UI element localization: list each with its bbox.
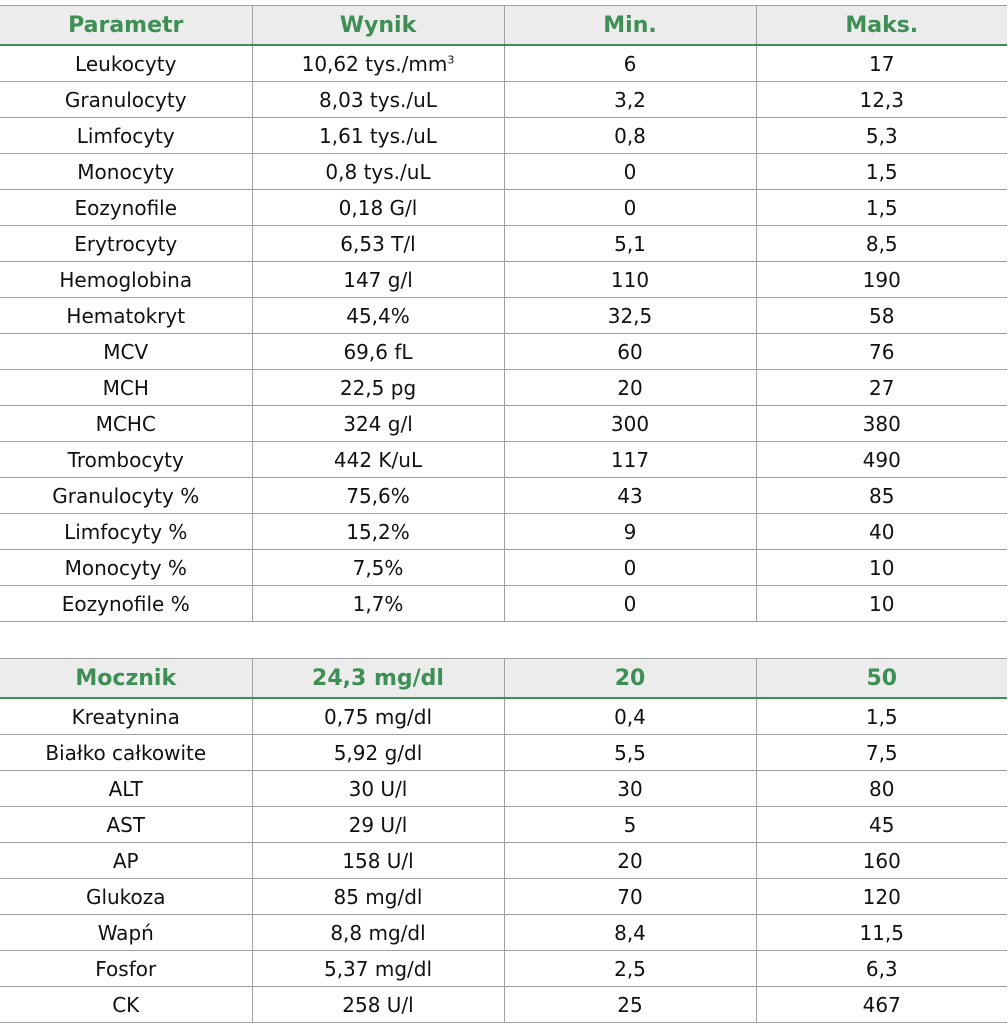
cell-result-text: 0,75 mg/dl — [323, 704, 433, 729]
cell-min-text: 32,5 — [607, 303, 653, 328]
cell-min — [504, 262, 756, 298]
cell-result-text: 1,61 tys./uL — [319, 123, 437, 148]
cell-result — [252, 370, 504, 406]
cell-min-text: 43 — [617, 483, 643, 508]
table-row — [0, 442, 1007, 478]
cell-min — [504, 226, 756, 262]
cell-result — [252, 807, 504, 843]
table-row — [0, 154, 1007, 190]
cell-min — [504, 82, 756, 118]
cell-min-text: 70 — [617, 884, 643, 909]
table-row — [0, 370, 1007, 406]
cell-parameter — [0, 514, 252, 550]
cell-parameter-text: Monocyty — [77, 159, 175, 184]
cell-parameter-text: AST — [106, 812, 146, 837]
cell-parameter — [0, 807, 252, 843]
cell-max — [756, 154, 1007, 190]
cell-result-text: 5,37 mg/dl — [323, 956, 433, 981]
cell-max — [756, 118, 1007, 154]
cell-parameter-text: Kreatynina — [71, 704, 180, 729]
cell-result-text: 324 g/l — [343, 411, 413, 436]
cell-parameter — [0, 45, 252, 82]
cell-parameter-text: MCHC — [95, 411, 156, 436]
cell-result-text: 5,92 g/dl — [333, 740, 423, 765]
cell-parameter-text: Leukocyty — [75, 51, 177, 76]
cell-result — [252, 771, 504, 807]
table-row — [0, 698, 1007, 735]
cell-min — [504, 586, 756, 622]
cell-result — [252, 698, 504, 735]
cell-parameter-text: Granulocyty — [64, 87, 187, 112]
table-row — [0, 771, 1007, 807]
cell-result — [252, 226, 504, 262]
unit-superscript: 3 — [447, 52, 455, 66]
cell-parameter-text: Fosfor — [95, 956, 157, 981]
cell-min-text: 110 — [610, 267, 650, 292]
cell-max-text: 27 — [869, 375, 895, 400]
cell-min — [504, 406, 756, 442]
cell-min-text: 30 — [617, 776, 643, 801]
cell-parameter-text: AP — [112, 848, 139, 873]
biochemistry-table — [0, 658, 1007, 1023]
cell-max — [756, 442, 1007, 478]
cell-min-text: 117 — [610, 447, 650, 472]
header-cell-urea-min: 20 — [504, 659, 756, 699]
table-header-row — [0, 659, 1007, 699]
cell-min-text: 5,1 — [614, 231, 646, 256]
table-row — [0, 550, 1007, 586]
cell-min-text: 5 — [623, 812, 637, 837]
cell-max-text: 120 — [862, 884, 901, 909]
cell-result-text: 10,62 tys./mm — [301, 51, 448, 76]
cell-max — [756, 262, 1007, 298]
column-header-parameter: Parametr — [0, 6, 252, 46]
table-row — [0, 915, 1007, 951]
cell-result-text: 69,6 fL — [343, 339, 413, 364]
cell-max — [756, 550, 1007, 586]
cell-min — [504, 550, 756, 586]
cell-max — [756, 406, 1007, 442]
cell-result — [252, 406, 504, 442]
cell-max — [756, 514, 1007, 550]
cell-result — [252, 987, 504, 1023]
cell-max — [756, 45, 1007, 82]
cell-max-text: 380 — [862, 411, 901, 436]
cell-parameter-text: Erytrocyty — [74, 231, 178, 256]
cell-max-text: 12,3 — [859, 87, 905, 112]
cell-min-text: 20 — [617, 375, 643, 400]
cell-parameter-text: Monocyty % — [64, 555, 187, 580]
table-row — [0, 735, 1007, 771]
cell-min — [504, 370, 756, 406]
cell-result — [252, 262, 504, 298]
cell-result-text: 0,18 G/l — [338, 195, 418, 220]
cell-max — [756, 190, 1007, 226]
cell-result — [252, 334, 504, 370]
cell-parameter-text: Hematokryt — [66, 303, 186, 328]
cell-min-text: 5,5 — [614, 740, 646, 765]
cell-result-text: 147 g/l — [343, 267, 413, 292]
table-row — [0, 586, 1007, 622]
cell-parameter-text: Białko całkowite — [45, 740, 207, 765]
cell-max-text: 1,5 — [865, 159, 898, 184]
cell-result-text: 0,8 tys./uL — [325, 159, 431, 184]
cell-max-text: 5,3 — [865, 123, 898, 148]
cell-max — [756, 915, 1007, 951]
cell-min — [504, 843, 756, 879]
cell-max-text: 467 — [862, 992, 901, 1017]
cell-min-text: 0 — [623, 159, 637, 184]
cell-max — [756, 843, 1007, 879]
cell-result — [252, 82, 504, 118]
cell-min — [504, 478, 756, 514]
cell-parameter-text: Eozynofile — [74, 195, 178, 220]
cell-max-text: 10 — [869, 555, 895, 580]
cell-parameter-text: Wapń — [97, 920, 154, 945]
cell-result — [252, 298, 504, 334]
cell-min-text: 2,5 — [614, 956, 646, 981]
cell-max — [756, 771, 1007, 807]
cell-max — [756, 735, 1007, 771]
cell-parameter — [0, 190, 252, 226]
cell-max-text: 17 — [869, 51, 895, 76]
cell-min-text: 60 — [617, 339, 643, 364]
cell-result-text: 30 U/l — [348, 776, 408, 801]
cell-max-text: 7,5 — [865, 740, 898, 765]
cell-min — [504, 154, 756, 190]
cell-result — [252, 843, 504, 879]
table-row — [0, 406, 1007, 442]
cell-min — [504, 951, 756, 987]
cell-result-text: 29 U/l — [348, 812, 408, 837]
cell-result-text: 158 U/l — [342, 848, 414, 873]
table-row — [0, 226, 1007, 262]
cell-parameter — [0, 154, 252, 190]
cell-max-text: 8,5 — [865, 231, 898, 256]
cell-max — [756, 951, 1007, 987]
cell-result — [252, 951, 504, 987]
cell-min — [504, 698, 756, 735]
cell-max-text: 76 — [869, 339, 895, 364]
cell-min — [504, 442, 756, 478]
cell-parameter — [0, 735, 252, 771]
cell-result-text: 85 mg/dl — [333, 884, 423, 909]
cell-min — [504, 190, 756, 226]
cell-max — [756, 298, 1007, 334]
column-header-min: Min. — [504, 6, 756, 46]
cell-parameter — [0, 771, 252, 807]
cell-result-text: 22,5 pg — [339, 375, 417, 400]
cell-parameter-text: MCV — [103, 339, 149, 364]
table-row — [0, 298, 1007, 334]
cell-max-text: 85 — [869, 483, 895, 508]
cell-min — [504, 879, 756, 915]
table-header-row — [0, 6, 1007, 46]
cell-parameter-text: CK — [112, 992, 140, 1017]
table-row — [0, 45, 1007, 82]
cell-result-text: 258 U/l — [342, 992, 414, 1017]
cell-min-text: 300 — [610, 411, 650, 436]
column-header-result: Wynik — [252, 6, 504, 46]
cell-max-text: 6,3 — [865, 956, 898, 981]
cell-min-text: 0 — [623, 555, 637, 580]
header-cell-urea-result: 24,3 mg/dl — [252, 659, 504, 699]
cell-min-text: 9 — [623, 519, 637, 544]
cell-min-text: 0,4 — [614, 704, 646, 729]
cell-result-text: 75,6% — [346, 483, 410, 508]
cell-parameter — [0, 698, 252, 735]
cell-parameter — [0, 586, 252, 622]
cell-max-text: 80 — [869, 776, 895, 801]
cell-parameter — [0, 334, 252, 370]
cell-parameter-text: Glukoza — [85, 884, 166, 909]
blood-count-table — [0, 5, 1007, 622]
cell-max — [756, 807, 1007, 843]
table-row — [0, 478, 1007, 514]
cell-result — [252, 550, 504, 586]
cell-min-text: 0 — [623, 195, 637, 220]
cell-result-text: 7,5% — [352, 555, 404, 580]
table-row — [0, 190, 1007, 226]
cell-min — [504, 807, 756, 843]
cell-result — [252, 190, 504, 226]
cell-max-text: 40 — [869, 519, 895, 544]
cell-max-text: 58 — [869, 303, 895, 328]
cell-max-text: 1,5 — [865, 704, 898, 729]
cell-parameter-text: Trombocyty — [67, 447, 184, 472]
cell-result — [252, 154, 504, 190]
cell-max-text: 160 — [862, 848, 901, 873]
cell-max-text: 45 — [869, 812, 895, 837]
cell-max — [756, 82, 1007, 118]
cell-min — [504, 735, 756, 771]
cell-parameter — [0, 879, 252, 915]
cell-result — [252, 879, 504, 915]
header-cell-urea: Mocznik — [0, 659, 252, 699]
cell-result — [252, 118, 504, 154]
cell-max — [756, 334, 1007, 370]
cell-min-text: 8,4 — [614, 920, 646, 945]
cell-parameter-text: Limfocyty % — [64, 519, 188, 544]
cell-min — [504, 298, 756, 334]
cell-max-text: 1,5 — [865, 195, 898, 220]
table-row — [0, 843, 1007, 879]
cell-result — [252, 514, 504, 550]
table-row — [0, 262, 1007, 298]
table-row — [0, 514, 1007, 550]
cell-min — [504, 987, 756, 1023]
cell-result-text: 45,4% — [346, 303, 410, 328]
cell-parameter — [0, 550, 252, 586]
cell-parameter — [0, 82, 252, 118]
cell-result-text: 8,8 mg/dl — [330, 920, 426, 945]
column-header-max: Maks. — [756, 6, 1007, 46]
cell-parameter — [0, 951, 252, 987]
cell-parameter — [0, 478, 252, 514]
cell-max — [756, 370, 1007, 406]
table-row — [0, 82, 1007, 118]
cell-max-text: 11,5 — [859, 920, 905, 945]
cell-parameter — [0, 987, 252, 1023]
cell-result — [252, 45, 504, 82]
cell-parameter — [0, 298, 252, 334]
table-row — [0, 879, 1007, 915]
cell-max — [756, 879, 1007, 915]
cell-parameter — [0, 262, 252, 298]
cell-parameter — [0, 442, 252, 478]
table-row — [0, 334, 1007, 370]
cell-result-text: 1,7% — [352, 591, 404, 616]
cell-result — [252, 478, 504, 514]
cell-min — [504, 514, 756, 550]
cell-min — [504, 118, 756, 154]
cell-parameter-text: Hemoglobina — [59, 267, 193, 292]
cell-result-text: 6,53 T/l — [340, 231, 416, 256]
cell-parameter-text: Granulocyty % — [52, 483, 200, 508]
table-row — [0, 951, 1007, 987]
header-cell-urea-max: 50 — [756, 659, 1007, 699]
cell-parameter-text: Eozynofile % — [61, 591, 190, 616]
cell-parameter — [0, 226, 252, 262]
cell-result — [252, 915, 504, 951]
cell-parameter-text: ALT — [108, 776, 143, 801]
table-row — [0, 987, 1007, 1023]
cell-min-text: 6 — [623, 51, 637, 76]
cell-min — [504, 771, 756, 807]
cell-max-text: 190 — [862, 267, 901, 292]
cell-min-text: 0,8 — [614, 123, 646, 148]
cell-min — [504, 915, 756, 951]
cell-min — [504, 334, 756, 370]
cell-parameter — [0, 370, 252, 406]
table-row — [0, 118, 1007, 154]
cell-max — [756, 478, 1007, 514]
cell-result — [252, 735, 504, 771]
cell-parameter-text: Limfocyty — [76, 123, 175, 148]
biochemistry-body — [0, 698, 1007, 1023]
blood-count-body — [0, 45, 1007, 622]
cell-result — [252, 586, 504, 622]
cell-min-text: 0 — [623, 591, 637, 616]
cell-parameter-text: MCH — [102, 375, 149, 400]
cell-max — [756, 226, 1007, 262]
cell-max-text: 490 — [862, 447, 901, 472]
cell-max — [756, 987, 1007, 1023]
cell-parameter — [0, 915, 252, 951]
cell-min-text: 20 — [617, 848, 643, 873]
table-row — [0, 807, 1007, 843]
cell-result-text: 8,03 tys./uL — [319, 87, 437, 112]
cell-parameter — [0, 406, 252, 442]
cell-max-text: 10 — [869, 591, 895, 616]
cell-parameter — [0, 843, 252, 879]
cell-result — [252, 442, 504, 478]
cell-max — [756, 698, 1007, 735]
cell-min-text: 3,2 — [614, 87, 646, 112]
cell-parameter — [0, 118, 252, 154]
cell-result-text: 15,2% — [346, 519, 410, 544]
cell-min — [504, 45, 756, 82]
cell-max — [756, 586, 1007, 622]
cell-min-text: 25 — [617, 992, 643, 1017]
cell-result-text: 442 K/uL — [333, 447, 423, 472]
